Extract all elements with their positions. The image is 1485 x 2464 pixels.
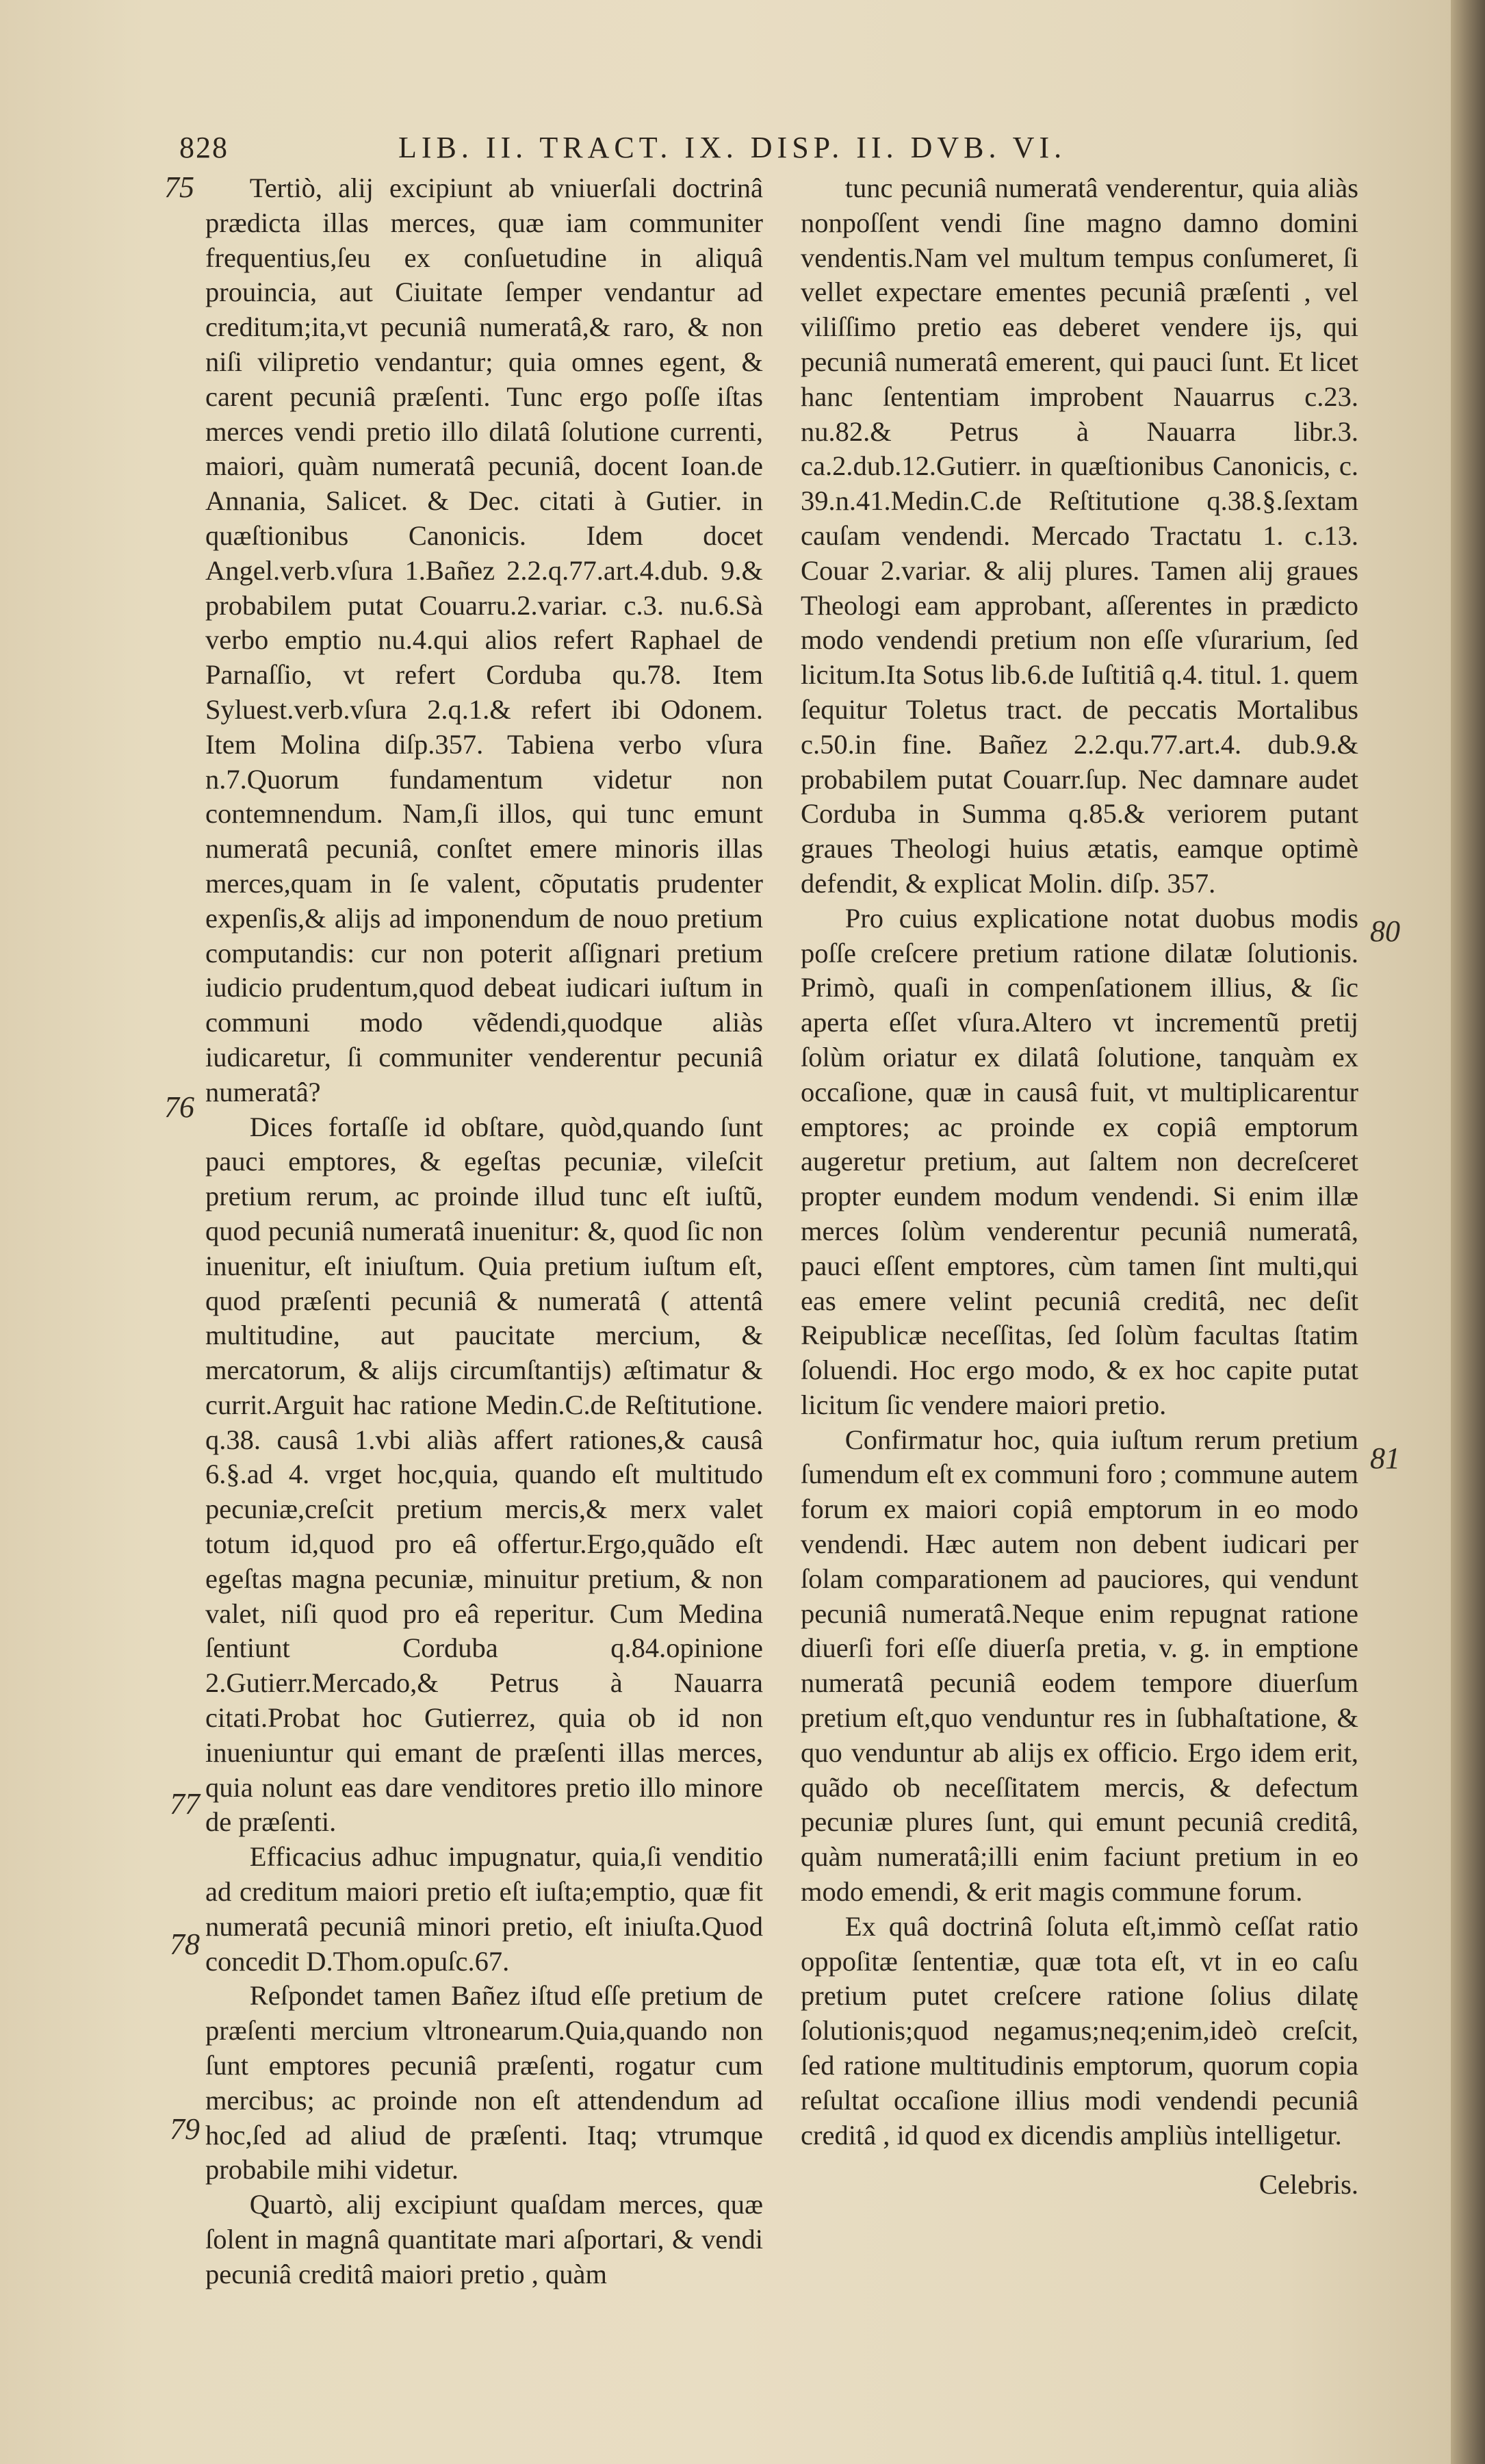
margin-number-79: 79 [170, 2112, 200, 2146]
paragraph-81: Confirmatur hoc, quia iuſtum rerum pretium ſumendum eſt ex communi foro ; commune autem forum ex maiori copiâ emptorum in eo modo vendendi. Hæc autem non debent iudicari per ſolam comparationem ad pauciores, qui vendunt pecuniâ numeratâ.Neque enim repugnat ratione diuerſi fori eſſe diuerſa pretia, v. g. in emptione numeratâ pecuniâ eodem tempore diuerſum pretium eſt,quo venduntur res in ſubhaſtatione, & quo venduntur ab alijs ex officio. Ergo idem erit, quãdo ob neceſſitatem mercis, & defectum pecuniæ plures ſunt, qui emunt pecuniâ creditâ, quàm numeratâ;illi enim faciunt pretium in eo modo emendi, & erit magis commune forum. [801, 1424, 1358, 1908]
paragraph-77: Efficacius adhuc impugnatur, quia,ſi venditio ad creditum maiori pretio eſt iuſta;emptio, quæ fit numeratâ pecuniâ minori pretio, eſt iniuſta.Quod concedit D.Thom.opuſc.67. [205, 1841, 763, 1977]
margin-number-76: 76 [164, 1090, 194, 1124]
running-title: LIB. II. TRACT. IX. DISP. II. DVB. VI. [398, 131, 1067, 164]
left-column [205, 171, 763, 2292]
paragraph-81-cont: Ex quâ doctrinâ ſoluta eſt,immò ceſſat ratio oppoſitæ ſententiæ, quæ tota eſt, vt in eo caſu pretium putet creſcere ratione ſolius dilatę ſolutionis;quod negamus;neq;enim,ideò creſcit, ſed ratione multitudinis emptorum, quorum copia reſultat occaſione illius modi vendendi pecuniâ creditâ , id quod ex dicendis ampliùs intelligetur. [801, 1910, 1358, 2151]
margin-number-81: 81 [1370, 1441, 1400, 1475]
page-number: 828 [179, 131, 229, 164]
right-column [801, 171, 1358, 2203]
margin-number-77: 77 [170, 1787, 200, 1821]
page-edge [1451, 0, 1485, 2464]
paragraph-75: Tertiò, alij excipiunt ab vniuerſali doctrinâ prædicta illas merces, quæ iam communiter frequentius,ſeu ex conſuetudine in aliquâ prouincia, aut Ciuitate ſemper vendantur ad creditum;ita,vt pecuniâ numeratâ,& raro, & non niſi vilipretio vendantur; quia omnes egent, & carent pecuniâ præſenti. Tunc ergo poſſe iſtas merces vendi pretio illo dilatâ ſolutione currenti, maiori, quàm numeratâ pecuniâ, docent Ioan.de Annania, Salicet. & Dec. citati à Gutier. in quæſtionibus Canonicis. Idem docet Angel.verb.vſura 1.Bañez 2.2.q.77.art.4.dub. 9.& probabilem putat Couarru.2.variar. c.3. nu.6.Sà verbo emptio nu.4.qui alios refert Raphael de Parnaſſio, vt refert Corduba qu.78. Item Syluest.verb.vſura 2.q.1.& refert ibi Odonem. Item Molina diſp.357. Tabiena verbo vſura n.7.Quorum fundamentum videtur non contemnendum. Nam,ſi illos, qui tunc emunt numeratâ pecuniâ, conſtet emere minoris illas merces,quam in ſe valent, cõputatis prudenter expenſis,& alijs ad imponendum de nouo pretium computandis: cur non poterit aſſignari pretium iudicio prudentum,quod debeat iudicari iuſtum in communi modo vẽdendi,quodque aliàs iudicaretur, ſi communiter venderentur pecuniâ numeratâ? [205, 172, 763, 1107]
margin-number-80: 80 [1370, 914, 1400, 948]
margin-number-75: 75 [164, 170, 194, 204]
paragraph-80: Pro cuius explicatione notat duobus modis poſſe creſcere pretium ratione dilatæ ſolutionis. Primò, quaſi in compenſationem illius, & ſic aperta eſſet vſura.Altero vt incrementũ pretij ſolùm oriatur ex dilatâ ſolutione, tanquàm ex occaſione, quæ in causâ fuit, vt multiplicarentur emptores; ac proinde ex copiâ emptorum augeretur pretium, aut ſaltem non decreſceret propter eundem modum vendendi. Si enim illæ merces ſolùm venderentur pecuniâ numeratâ, pauci eſſent emptores, cùm tamen ſint multi,qui eas emere velint pecuniâ creditâ, nec deſit Reipublicæ neceſſitas, ſed ſolùm facultas ſtatim ſoluendi. Hoc ergo modo, & ex hoc capite putat licitum ſic vendere maiori pretio. [801, 902, 1358, 1420]
catchword: Celebris. [1258, 2169, 1358, 2200]
margin-number-78: 78 [170, 1927, 200, 1961]
paragraph-79: Quartò, alij excipiunt quaſdam merces, quæ ſolent in magnâ quantitate mari aſportari, & vendi pecuniâ creditâ maiori pretio , quàm [205, 2189, 763, 2289]
paragraph-76: Dices fortaſſe id obſtare, quòd,quando ſunt pauci emptores, & egeſtas pecuniæ, vileſcit pretium rerum, ac proinde illud tunc eſt iuſtũ, quod pecuniâ numeratâ inuenitur: &, quod ſic non inuenitur, eſt iniuſtum. Quia pretium iuſtum eſt, quod præſenti pecuniâ & numeratâ ( attentâ multitudine, aut paucitate mercium, & mercatorum, & alijs circumſtantijs) æſtimatur & currit.Arguit hac ratione Medin.C.de Reſtitutione. q.38. causâ 1.vbi aliàs affert rationes,& causâ 6.§.ad 4. vrget hoc,quia, quando eſt multitudo pecuniæ,creſcit pretium mercis,& merx valet totum id,quod pro eâ offertur.Ergo,quãdo eſt egeſtas magna pecuniæ, minuitur pretium, & non valet, niſi quod pro eâ reperitur. Cum Medina ſentiunt Corduba q.84.opinione 2.Gutierr.Mercado,& Petrus à Nauarra citati.Probat hoc Gutierrez, quia ob id non inueniuntur qui emant de præſenti illas merces, quia nolunt eas dare venditores pretio illo minore de præſenti. [205, 1111, 763, 1838]
paragraph-79-cont: tunc pecuniâ numeratâ venderentur, quia aliàs nonpoſſent vendi ſine magno damno domini vendentis.Nam vel multum tempus conſumeret, ſi vellet expectare ementes pecuniâ præſenti , vel viliſſimo pretio eas deberet vendere ijs, qui pecuniâ numeratâ emerent, qui pauci ſunt. Et licet hanc ſententiam improbent Nauarrus c.23. nu.82.& Petrus à Nauarra libr.3. ca.2.dub.12.Gutierr. in quæſtionibus Canonicis, c. 39.n.41.Medin.C.de Reſtitutione q.38.§.ſextam cauſam vendendi. Mercado Tractatu 1. c.13. Couar 2.variar. & alij plures. Tamen alij graues Theologi eam approbant, aſſerentes in prædicto modo vendendi pretium non eſſe vſurarium, ſed licitum.Ita Sotus lib.6.de Iuſtitiâ q.4. titul. 1. quem ſequitur Toletus tract. de peccatis Mortalibus c.50.in fine. Bañez 2.2.qu.77.art.4. dub.9.& probabilem putat Couarr.ſup. Nec damnare audet Corduba in Summa q.85.& veriorem putant graues Theologi huius ætatis, eamque optimè defendit, & explicat Molin. diſp. 357. [801, 172, 1358, 899]
paragraph-78: Reſpondet tamen Bañez iſtud eſſe pretium de præſenti mercium vltronearum.Quia,quando non ſunt emptores pecuniâ præſenti, rogatur cum mercibus; ac proinde non eſt attendendum ad hoc,ſed ad aliud de præſenti. Itaq; vtrumque probabile mihi videtur. [205, 1980, 763, 2185]
